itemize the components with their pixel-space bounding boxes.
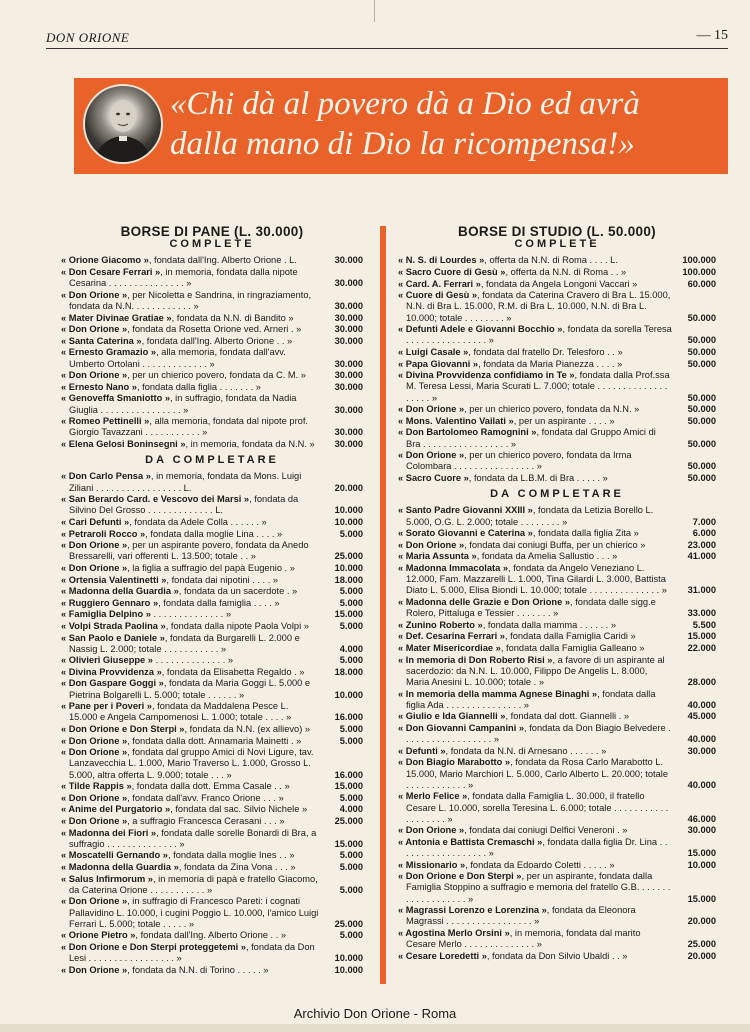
list-item [398, 255, 716, 266]
entry-amount: 15.000 [334, 609, 363, 620]
entry-amount: 30.000 [334, 358, 363, 369]
entry-amount: 6.000 [692, 528, 716, 539]
list-item [398, 528, 716, 539]
entry-text: « Maria Assunta », fondata da Amelia Sallustio . . . » [398, 551, 618, 562]
list-item [61, 439, 363, 450]
entry-text: « Madonna dei Fiori », fondata dalle sorelle Bonardi di Bra, a suffragio . . . . . . . . . . . . . . » [61, 827, 317, 849]
entry-amount: 50.000 [687, 438, 716, 449]
entry-amount: 30.000 [334, 370, 363, 381]
entry-text: « San Berardo Card. e Vescovo dei Marsi », fondata da Silvino Del Grosso . . . . . . . . . . . . . L. [61, 494, 299, 516]
list-item [61, 586, 363, 597]
entry-text: « Mater Misericordiae », fondata dalla Famiglia Galleano » [398, 642, 645, 653]
entry-text: « Ernesto Gramazio », alla memoria, fondata dall'avv. Umberto Ortolani . . . . . . . . . . . . . » [61, 347, 286, 369]
entry-amount: 7.000 [692, 516, 716, 527]
entry-amount: 4.000 [339, 804, 363, 815]
entry-amount: 18.000 [334, 666, 363, 677]
list-item [61, 633, 363, 655]
list-item [61, 313, 363, 324]
list-item [61, 416, 363, 438]
entry-amount: 30.000 [687, 825, 716, 836]
entry-text: « Madonna Immacolata », fondata da Angelo Veneziano L. 12.000, Fam. Mazzarelli L. 1.000, Tina Gilardi L. 3.000, Battista Diato L. 5.000, Elisa Biondi L. 10.000; totale . . . . . . . . . . . . . . » [398, 562, 667, 596]
list-item [398, 540, 716, 551]
page-fold-mark [374, 0, 375, 22]
entry-text: « Cuore di Gesù », fondata da Caterina Cravero di Bra L. 15.000, N.N. di Bra L. 15.000, R.M. di Bra L. 10.000, N.N. di Bra L. 10.000; totale . . . . . . . . » [398, 290, 671, 323]
entry-amount: 30.000 [334, 255, 363, 266]
entry-text: « Don Orione », per un chierico povero, fondata da C. M. » [61, 370, 306, 381]
entry-text: « Orione Giacomo », fondata dall'Ing. Alberto Orione . L. [61, 255, 297, 266]
entry-amount: 15.000 [687, 631, 716, 642]
list-item [398, 427, 716, 449]
list-item [398, 404, 716, 415]
right-complete-list [398, 255, 716, 484]
entry-amount: 100.000 [682, 255, 716, 266]
list-item [398, 951, 716, 962]
list-item [61, 563, 363, 574]
entry-amount: 33.000 [687, 608, 716, 619]
list-item [398, 825, 716, 836]
entry-amount: 15.000 [334, 838, 363, 849]
list-item [61, 850, 363, 861]
list-item [61, 324, 363, 335]
entry-amount: 30.000 [334, 301, 363, 311]
portrait-photo [83, 84, 163, 164]
entry-text: « Don Giovanni Campanini », fondata da Don Biagio Belvedere . . . . . . . . . . . . . . . . . . » [398, 722, 671, 745]
list-item [398, 563, 716, 597]
entry-text: « Sacro Cuore di Gesù », offerta da N.N. di Roma . . » [398, 267, 627, 277]
entry-amount: 10.000 [687, 859, 716, 870]
entry-amount: 20.000 [334, 482, 363, 493]
entry-amount: 15.000 [687, 848, 716, 859]
entry-amount: 4.000 [339, 643, 363, 654]
list-item [398, 473, 716, 484]
entry-amount: 30.000 [334, 381, 363, 392]
entry-amount: 25.000 [687, 939, 716, 950]
entry-text: « San Paolo e Daniele », fondata da Burgarelli L. 2.000 e Nassig L. 2.000; totale . . . . . . . . . . . » [61, 632, 300, 654]
list-item [61, 347, 363, 369]
list-item [61, 667, 363, 678]
list-item [398, 723, 716, 745]
header-rule [46, 48, 728, 49]
entry-amount: 100.000 [682, 267, 716, 277]
archive-footer: Archivio Don Orione - Roma [293, 1006, 457, 1021]
list-item [61, 804, 363, 815]
running-title: DON ORIONE [46, 30, 130, 45]
entry-amount: 5.000 [339, 724, 363, 735]
list-item [61, 382, 363, 393]
list-item [398, 324, 716, 346]
quote-line-2: dalla mano di Dio la ricompensa!» [170, 126, 635, 162]
list-item [61, 494, 363, 516]
list-item [61, 862, 363, 873]
right-complete-heading: COMPLETE [514, 238, 600, 251]
list-item [61, 793, 363, 804]
list-item [61, 896, 363, 930]
left-todo-heading: DA COMPLETARE [145, 454, 279, 467]
entry-amount: 5.000 [339, 792, 363, 803]
entry-text: « Pane per i Poveri », fondata da Maddalena Pesce L. 15.000 e Angela Campomenosi L. 1.000; totale . . . . » [61, 701, 292, 723]
entry-text: « Don Orione e Don Sterpi proteggetemi », fondata da Don Lesi . . . . . . . . . . . . . . . . . » [61, 942, 315, 964]
list-item [398, 928, 716, 950]
entry-text: « Don Orione », fondata dall'avv. Franco Orione . . . » [61, 792, 284, 803]
entry-amount: 30.000 [687, 745, 716, 756]
list-item [398, 746, 716, 757]
list-item [61, 724, 363, 735]
borse-di-studio-column [398, 226, 716, 962]
entry-amount: 20.000 [687, 916, 716, 927]
list-item [398, 655, 716, 689]
entry-amount: 15.000 [687, 893, 716, 904]
entry-amount: 20.000 [687, 950, 716, 961]
entry-amount: 5.000 [339, 597, 363, 608]
list-item [61, 471, 363, 493]
entry-text: « Petraroli Rocco », fondata dalla moglie Lina . . . . » [61, 528, 283, 539]
entry-text: « Romeo Pettinelli », alla memoria, fondata dal nipote prof. Giorgio Tavazzani . . . . . . . . . . . » [61, 416, 308, 438]
entry-amount: 40.000 [687, 734, 716, 745]
entry-text: « Giulio e Ida Giannelli », fondata dal dott. Giannelli . » [398, 711, 629, 722]
entry-amount: 5.000 [339, 586, 363, 597]
page-number: — 15 [696, 28, 728, 43]
entry-amount: 45.000 [687, 711, 716, 722]
entry-text: « Papa Giovanni », fondata da Maria Pianezza . . . . » [398, 358, 623, 369]
entry-amount: 40.000 [687, 699, 716, 710]
borse-di-pane-column [61, 226, 363, 976]
entry-text: « Luigi Casale », fondata dal fratello Dr. Telesforo . . » [398, 346, 623, 357]
entry-text: « Mater Divinae Gratiae », fondata da N.N. di Bandito » [61, 312, 294, 323]
entry-text: « Madonna delle Grazie e Don Orione », fondata dalle sigg.e Rolero, Pittaluga e Tessier . . . . . . . » [398, 596, 656, 619]
entry-amount: 10.000 [334, 953, 363, 964]
entry-amount: 30.000 [334, 278, 363, 289]
entry-text: « Antonia e Battista Cremaschi », fondata dalla figlia Dr. Lina . . . . . . . . . . . . . . . . . . » [398, 836, 668, 859]
entry-text: « Missionario », fondata da Edoardo Coletti . . . . . » [398, 859, 615, 870]
entry-text: « Madonna della Guardia », fondata da Zina Vona . . . » [61, 862, 296, 873]
list-item [398, 791, 716, 825]
entry-text: « Orione Pietro », fondata dall'Ing. Alberto Orione . . » [61, 930, 287, 941]
list-item [398, 757, 716, 791]
entry-text: « Elena Gelosi Boninsegni », in memoria, fondata da N.N. » [61, 438, 315, 449]
entry-amount: 5.000 [339, 850, 363, 861]
list-item [398, 711, 716, 722]
right-todo-list [398, 505, 716, 962]
entry-text: « Defunti Adele e Giovanni Bocchio », fondata da sorella Teresa . . . . . . . . . . . . . . . . » [398, 324, 672, 346]
list-item [61, 965, 363, 976]
entry-amount: 30.000 [334, 427, 363, 438]
entry-amount: 50.000 [687, 346, 716, 357]
entry-amount: 30.000 [334, 438, 363, 449]
entry-text: « Salus Infirmorum », in memoria di papà e fratello Giacomo, da Caterina Orione . . . . . . . . . . . » [61, 873, 318, 895]
entry-amount: 50.000 [687, 404, 716, 415]
entry-text: « Don Orione », per un chierico povero, fondata da Irma Colombara . . . . . . . . . . . . . . . . » [398, 450, 632, 472]
list-item [61, 678, 363, 700]
entry-text: « Agostina Merlo Orsini », in memoria, fondata dal marito Cesare Merlo . . . . . . . . . . . . . . » [398, 928, 641, 950]
borse-di-studio-title: BORSE DI STUDIO (L. 50.000) [458, 224, 656, 239]
entry-text: « Magrassi Lorenzo e Lorenzina », fondata da Eleonora Magrassi . . . . . . . . . . . . . . . . . » [398, 905, 636, 927]
list-item [398, 267, 716, 278]
entry-text: « Cesare Loredetti », fondata da Don Silvio Ubaldi . . » [398, 950, 628, 961]
entry-amount: 50.000 [687, 358, 716, 369]
entry-amount: 10.000 [334, 689, 363, 700]
entry-text: « Sorato Giovanni e Caterina », fondata dalla figlia Zita » [398, 528, 639, 539]
entry-text: « Don Bartolomeo Ramognini », fondata dal Gruppo Amici di Bra . . . . . . . . . . . . . . . . . » [398, 427, 656, 449]
list-item [398, 597, 716, 619]
entry-amount: 23.000 [687, 539, 716, 550]
list-item [398, 643, 716, 654]
entry-text: « Don Gaspare Goggi », fondata da Maria Goggi L. 5.000 e Pietrina Bolgarelli L. 5.000; totale . . . . . . » [61, 678, 311, 700]
list-item [61, 828, 363, 850]
running-head [46, 30, 728, 48]
entry-amount: 30.000 [334, 324, 363, 335]
list-item [61, 609, 363, 620]
entry-amount: 22.000 [687, 642, 716, 653]
list-item [398, 347, 716, 358]
entry-text: « Card. A. Ferrari », fondata da Angela Longoni Vaccari » [398, 278, 638, 289]
entry-amount: 30.000 [334, 404, 363, 415]
entry-amount: 30.000 [334, 335, 363, 346]
banner-quote [170, 84, 720, 164]
entry-text: « Don Orione », in suffragio di Francesco Pareti: i cognati Pallavidino L. 10.000, i cugini Poggio L. 10.000, l'amico Luigi Ferrari L. 5.000; totale . . . . . » [61, 896, 319, 929]
list-item [61, 529, 363, 540]
list-item [61, 598, 363, 609]
entry-text: « Don Orione e Don Sterpi », per un aspirante, fondata dalla Famiglia Stoppino a suffragio e memoria del fratello G.B. . . . . . . . . . . . . . . . . . . » [398, 871, 671, 904]
list-item [398, 279, 716, 290]
entry-text: « Don Carlo Pensa », in memoria, fondata da Mons. Luigi Ziliani . . . . . . . . . . . . . . . . . L. [61, 471, 302, 493]
entry-text: « Ruggiero Gennaro », fondata dalla famiglia . . . . » [61, 597, 280, 608]
list-item [61, 874, 363, 896]
list-item [398, 290, 716, 324]
list-item [398, 837, 716, 859]
list-item [61, 255, 363, 266]
entry-text: « Genoveffa Smaniotto », in suffragio, fondata da Nadia Giuglia . . . . . . . . . . . . . . . . » [61, 393, 297, 415]
entry-text: « Sacro Cuore », fondata da L.B.M. di Bra . . . . . » [398, 472, 608, 483]
entry-text: « Don Orione », fondata da N.N. di Torino . . . . . » [61, 964, 269, 975]
entry-amount: 31.000 [687, 585, 716, 596]
entry-amount: 5.000 [339, 620, 363, 631]
list-item [61, 540, 363, 562]
list-item [61, 393, 363, 415]
entry-amount: 5.000 [339, 735, 363, 746]
entry-text: « Def. Cesarina Ferrari », fondata dalla Famiglia Caridi » [398, 631, 636, 642]
list-item [61, 290, 363, 312]
entry-text: « Don Orione e Don Sterpi », fondata da N.N. (ex allievo) » [61, 724, 311, 735]
list-item [61, 336, 363, 347]
right-todo-heading: DA COMPLETARE [490, 488, 624, 501]
list-item [398, 370, 716, 404]
list-item [61, 930, 363, 941]
list-item [398, 416, 716, 427]
entry-text: « Tilde Rappis », fondata dalla dott. Emma Casale . . » [61, 781, 290, 792]
list-item [398, 905, 716, 927]
entry-amount: 10.000 [334, 505, 363, 516]
borse-di-pane-title: BORSE DI PANE (L. 30.000) [120, 224, 304, 239]
entry-amount: 41.000 [687, 551, 716, 562]
entry-amount: 28.000 [687, 676, 716, 687]
entry-amount: 40.000 [687, 779, 716, 790]
entry-amount: 15.000 [334, 781, 363, 792]
entry-amount: 10.000 [334, 562, 363, 573]
entry-text: « Divina Provvidenza confidiamo in Te », fondata dalla Prof.ssa M. Teresa Lessi, Maria Scurati L. 7.000; totale . . . . . . . . . . . . . . . . . . . » [398, 370, 670, 403]
entry-text: « Don Orione », per Nicoletta e Sandrina, in ringraziamento, fondata da N.N. . . . . . . . . . . . » [61, 289, 312, 311]
entry-text: « Olivieri Giuseppe » . . . . . . . . . . . . . . » [61, 655, 234, 666]
entry-amount: 50.000 [687, 392, 716, 403]
entry-amount: 50.000 [687, 472, 716, 483]
entry-amount: 50.000 [687, 461, 716, 472]
entry-amount: 30.000 [334, 312, 363, 323]
entry-amount: 18.000 [334, 574, 363, 585]
entry-amount: 60.000 [687, 278, 716, 289]
entry-amount: 50.000 [687, 415, 716, 426]
list-item [61, 621, 363, 632]
entry-text: « In memoria di Don Roberto Risi », a favore di un aspirante al sacerdozio: da N.N. L. 10.000, Filippo De Angelis L. 8.000, Maria Anesini L. 10.000; totale . » [398, 654, 665, 687]
entry-text: « Don Orione », fondata dalla dott. Annamaria Mainetti . » [61, 735, 302, 746]
entry-text: « Volpi Strada Paolina », fondata dalla nipote Paola Volpi » [61, 620, 309, 631]
list-item [398, 631, 716, 642]
entry-amount: 5.000 [339, 930, 363, 941]
entry-text: « Don Cesare Ferrari », in memoria, fondata dalla nipote Cesarina . . . . . . . . . . . . . . . » [61, 267, 298, 289]
entry-amount: 5.000 [339, 528, 363, 539]
entry-text: « Merlo Felice », fondata dalla Famiglia L. 30.000, il fratello Cesare L. 10.000, sorella Teresina L. 6.000; totale . . . . . . . . . . . . . . . . . . . » [398, 791, 669, 824]
quote-line-1: «Chi dà al povero dà a Dio ed avrà [170, 86, 640, 122]
entry-amount: 5.000 [339, 655, 363, 666]
entry-amount: 25.000 [334, 816, 363, 827]
list-item [61, 655, 363, 666]
entry-text: « Don Orione », la figlia a suffragio del papà Eugenio . » [61, 562, 295, 573]
entry-text: « Ortensia Valentinetti », fondata dai nipotini . . . . » [61, 574, 279, 585]
list-item [398, 551, 716, 562]
entry-text: « Zunino Roberto », fondata dalla mamma . . . . . . » [398, 619, 617, 630]
entry-text: « Mons. Valentino Vailati », per un aspirante . . . . » [398, 415, 615, 426]
list-item [398, 620, 716, 631]
footer-bar [0, 1024, 750, 1032]
entry-text: « Ernesto Nano », fondata dalla figlia . . . . . . . » [61, 381, 261, 392]
entry-amount: 16.000 [334, 712, 363, 723]
column-divider [380, 226, 386, 984]
list-item [61, 370, 363, 381]
entry-amount: 25.000 [334, 918, 363, 929]
entry-text: « Famiglia Delpino » . . . . . . . . . . . . . . » [61, 609, 231, 620]
list-item [61, 781, 363, 792]
entry-amount: 5.000 [339, 884, 363, 895]
list-item [61, 701, 363, 723]
list-item [61, 942, 363, 964]
list-item [398, 871, 716, 905]
left-todo-list [61, 471, 363, 976]
entry-text: « Don Biagio Marabotto », fondata da Rosa Carlo Marabotto L. 15.000, Mario Marchiori L. 5.000, Carlo Alberto L. 20.000; totale . . . . . . . . . . . . » [398, 757, 669, 790]
entry-text: « Defunti », fondata da N.N. di Arnesano . . . . . . » [398, 745, 607, 756]
entry-text: « Don Orione », fondata da Rosetta Orione ved. Arneri . » [61, 324, 302, 335]
entry-text: « Santo Padre Giovanni XXIII », fondata da Letizia Borello L. 5.000, O.G. L. 2.000; totale . . . . . . . . » [398, 505, 654, 527]
entry-text: « Madonna della Guardia », fondata da un sacerdote . » [61, 586, 298, 597]
entry-text: « Don Orione », a suffragio Francesca Cerasani . . . » [61, 816, 285, 827]
entry-amount: 25.000 [334, 551, 363, 562]
entry-amount: 46.000 [687, 813, 716, 824]
list-item [61, 517, 363, 528]
entry-amount: 10.000 [334, 964, 363, 975]
left-complete-heading: COMPLETE [169, 238, 255, 251]
list-item [398, 450, 716, 472]
list-item [61, 747, 363, 781]
entry-text: « Don Orione », fondata dai coniugi Delfici Veneroni . » [398, 825, 628, 836]
list-item [61, 575, 363, 586]
entry-amount: 50.000 [687, 335, 716, 346]
entry-amount: 10.000 [334, 516, 363, 527]
entry-text: « Santa Caterina », fondata dall'Ing. Alberto Orione . . » [61, 335, 293, 346]
entry-amount: 50.000 [687, 312, 716, 323]
list-item [61, 267, 363, 289]
entry-text: « Don Orione », per un aspirante povero, fondata da Anedo Bressarelli, vari offerenti L. 13.500; totale . . » [61, 540, 309, 562]
list-item [398, 860, 716, 871]
entry-text: « Don Orione », per un chierico povero, fondata da N.N. » [398, 404, 640, 415]
entry-text: « Moscatelli Gernando », fondata dalla moglie Ines . . » [61, 850, 295, 861]
entry-text: « Divina Provvidenza », fondata da Elisabetta Regaldo . » [61, 666, 305, 677]
entry-text: « In memoria della mamma Agnese Binaghi », fondata dalla figlia Ada . . . . . . . . . . . . . . . » [398, 688, 656, 710]
list-item [398, 505, 716, 527]
list-item [398, 359, 716, 370]
entry-text: « Anime del Purgatorio », fondata dal sac. Silvio Nichele » [61, 804, 308, 815]
list-item [398, 689, 716, 711]
entry-text: « Don Orione », fondata dal gruppo Amici di Novi Ligure, tav. Lanzavecchia L. 1.000, Mario Traverso L. 1.000, Grosso L. 5.000, altra offerta L. 9.000; totale . . . » [61, 747, 314, 780]
list-item [61, 736, 363, 747]
entry-text: « N. S. di Lourdes », offerta da N.N. di Roma . . . . L. [398, 255, 618, 266]
list-item [61, 816, 363, 827]
entry-text: « Cari Defunti », fondata da Adele Colla . . . . . . » [61, 516, 267, 527]
entry-amount: 5.000 [339, 862, 363, 873]
left-complete-list [61, 255, 363, 450]
entry-text: « Don Orione », fondata dai coniugi Buffa, per un chierico » [398, 539, 646, 550]
entry-amount: 5.500 [692, 619, 716, 630]
entry-amount: 16.000 [334, 769, 363, 780]
